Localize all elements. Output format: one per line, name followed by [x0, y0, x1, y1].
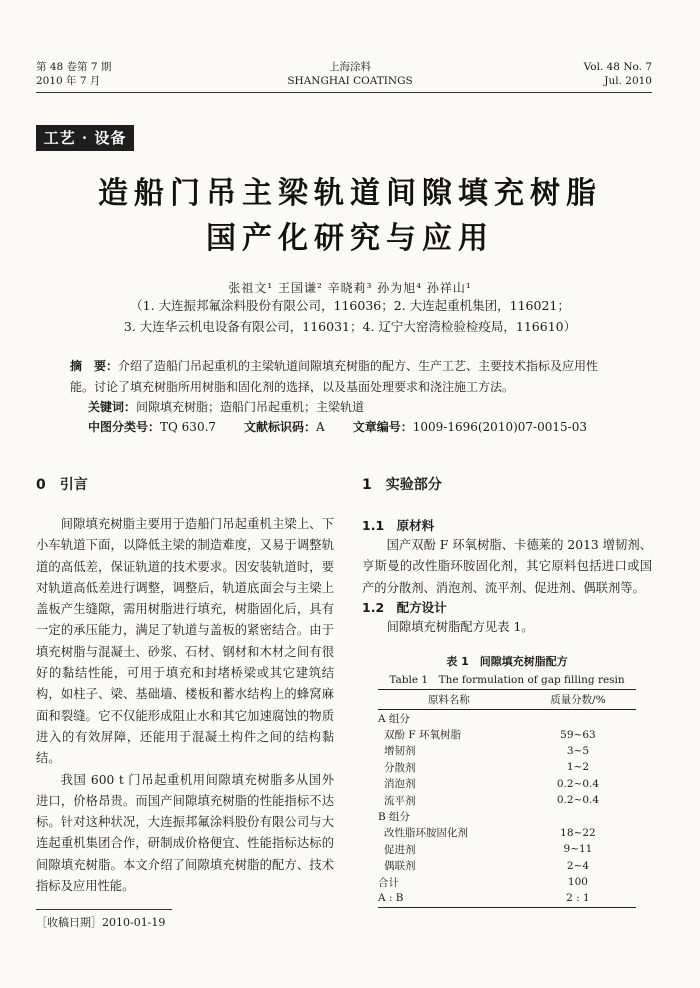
article-title-line2: 国产化研究与应用: [206, 221, 494, 256]
table-header-row: [378, 690, 636, 710]
clc-label: 中图分类号：: [88, 420, 161, 434]
cell-name: A 组分: [378, 712, 410, 725]
cell-value: 59~63: [560, 728, 596, 741]
issue-volume: 第 48 卷第 7 期: [36, 61, 112, 73]
keywords-text: 间隙填充树脂；造船门吊起重机；主梁轨道: [136, 400, 365, 414]
footnote-divider: [36, 909, 172, 910]
cell-value: 100: [567, 876, 588, 889]
cell-name: 合计: [378, 876, 399, 889]
table-row: [378, 759, 636, 775]
article-title-line1: 造船门吊主梁轨道间隙填充树脂: [98, 176, 602, 211]
article-value: 1009-1696(2010)07-0015-03: [412, 420, 587, 434]
cell-value: 0.2~0.4: [556, 794, 600, 807]
table-row: [378, 841, 636, 857]
intro-paragraph-1: 间隙填充树脂主要用于造船门吊起重机主梁上、下小车轨道下面，以降低主梁的制造难度，又易于调整轨道的高低差，保证轨道的技术要求。因安装轨道时，要对轨道高低差进行调整，调整后，轨道底面会与主梁上盖板产生缝隙，需用树脂进行填充，树脂固化后，具有一定的承压能力，满足了轨道与盖板的紧密结合。由于填充树脂与混凝土、砂浆、石材、钢材和木材之间有很好的黏结性能，可用于填充和封堵桥梁或其它建筑结构，如柱子、梁、基础墙、楼板和蓄水结构上的蜂窝麻面和裂缝。它不仅能形成阻止水和其它加速腐蚀的物质进入的有效屏障，还能用于混凝土构件之间的结构黏结。: [36, 517, 334, 766]
materials-paragraph: 国产双酚 F 环氧树脂、卡德莱的 2013 增韧剂、亨斯曼的改性脂环胺固化剂，其它原料包括进口或国产的分散剂、消泡剂、流平剂、促进剂、偶联剂等。: [362, 538, 652, 595]
cell-name: A : B: [378, 890, 520, 907]
journal-name-cn: 上海涂料: [329, 61, 371, 73]
subsection-1-2-heading: 1.2 配方设计: [362, 600, 447, 615]
cell-value: [520, 808, 636, 824]
table-row: [378, 776, 636, 792]
section-tag: 工艺 · 设备: [36, 125, 134, 151]
cell-name: 分散剂: [384, 761, 416, 774]
intro-heading: 0 引言: [36, 477, 88, 493]
cell-name: 双酚 F 环氧树脂: [384, 729, 461, 742]
classification-line: [88, 418, 608, 435]
cell-value: 2 : 1: [520, 890, 636, 907]
doc-value: A: [316, 420, 325, 434]
received-date: ［收稿日期］2010-01-19: [36, 916, 166, 929]
cell-value: [520, 710, 636, 727]
doc-label: 文献标识码：: [244, 420, 317, 434]
issue-date: 2010 年 7 月: [36, 75, 101, 87]
table-row: [378, 792, 636, 808]
table-row: [378, 890, 636, 907]
subsection-1-2-body: [362, 617, 652, 638]
col-header-name: 原料名称: [378, 690, 520, 710]
date-en: Jul. 2010: [604, 75, 652, 87]
clc-number: [88, 418, 216, 435]
table-row: [378, 825, 636, 841]
article-number: [353, 418, 587, 435]
cell-value: 3~5: [566, 744, 590, 757]
cell-name: 流平剂: [384, 794, 416, 807]
cell-value: 18~22: [560, 826, 596, 839]
intro-paragraph-2: 我国 600 t 门吊起重机用间隙填充树脂多从国外进口，价格昂贵。而国产间隙填充树脂的性能指标不达标。针对这种状况，大连振邦氟涂料股份有限公司与大连起重机集团合作，研制成价格便宜、性能指标达标的间隙填充树脂。本文介绍了间隙填充树脂的配方、技术指标及应用性能。: [36, 772, 334, 894]
authors: 张祖文¹ 王国谦² 辛晓莉³ 孙为旭⁴ 孙祥山¹: [228, 281, 472, 295]
volume-en: Vol. 48 No. 7: [583, 61, 652, 73]
cell-name: 改性脂环胺固化剂: [384, 827, 468, 840]
abstract-text: 介绍了造船门吊起重机的主梁轨道间隙填充树脂的配方、生产工艺、主要技术指标及应用性能。讨论了填充树脂所用树脂和固化剂的选择，以及基面处理要求和浇注施工方法。: [70, 359, 599, 394]
abstract-label: 摘 要：: [70, 359, 119, 373]
keywords: [88, 398, 364, 415]
formulation-table: [378, 689, 636, 908]
cell-value: 2~4: [566, 859, 590, 872]
cell-value: 9~11: [563, 843, 593, 856]
table-title-cn: 表 1 间隙填充树脂配方: [446, 655, 568, 668]
cell-name: 消泡剂: [384, 778, 416, 791]
subsection-1-1-heading: 1.1 原材料: [362, 518, 435, 533]
journal-issue: [36, 60, 111, 88]
abstract: [70, 356, 622, 398]
table-title-en: Table 1 The formulation of gap filling resin: [389, 674, 625, 686]
journal-name-en: SHANGHAI COATINGS: [287, 75, 413, 87]
journal-volume-en: [584, 60, 652, 88]
table-1: [378, 653, 636, 908]
cell-value: 0.2~0.4: [556, 777, 600, 790]
article-label: 文章编号：: [352, 420, 413, 434]
table-row: [378, 743, 636, 759]
cell-name: 偶联剂: [384, 860, 416, 873]
intro-body: [36, 514, 334, 897]
col-header-mass: 质量分数/%: [520, 690, 636, 710]
subsection-1-1-body: [362, 535, 652, 599]
table-row: [378, 808, 636, 824]
experiment-heading: 1 实验部分: [362, 477, 442, 493]
table-row: [378, 874, 636, 890]
affiliation-line2: 3. 大连华云机电设备有限公司，116031；4. 辽宁大窑湾检验检疫局，116610）: [123, 319, 577, 334]
keywords-label: 关键词：: [88, 400, 137, 414]
doc-code: [244, 418, 325, 435]
clc-value: TQ 630.7: [160, 420, 217, 434]
table-row: [378, 710, 636, 727]
cell-name: 促进剂: [384, 843, 416, 856]
formulation-paragraph: 间隙填充树脂配方见表 1。: [386, 620, 534, 634]
table-row: [378, 858, 636, 874]
affiliation-line1: （1. 大连振邦氟涂料股份有限公司，116036；2. 大连起重机集团，116021；: [130, 298, 570, 313]
cell-name: B 组分: [378, 811, 411, 824]
table-row: [378, 726, 636, 742]
header-divider: [36, 92, 652, 93]
cell-value: 1~2: [566, 761, 590, 774]
cell-name: 增韧剂: [384, 745, 416, 758]
journal-name: [250, 60, 450, 88]
